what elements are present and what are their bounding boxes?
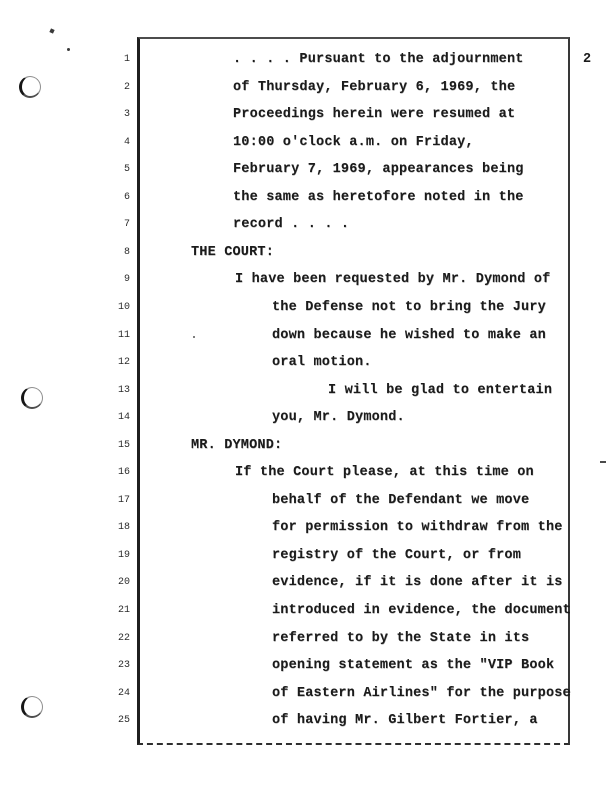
line-number: 15 (117, 439, 130, 451)
line-text: for permission to withdraw from the (272, 520, 563, 536)
transcript-line (0, 129, 612, 157)
line-text: THE COURT: (191, 244, 275, 260)
line-number: 14 (117, 412, 130, 424)
line-number: 23 (117, 660, 130, 672)
transcript-line (0, 625, 612, 653)
line-text: I have been requested by Mr. Dymond of (235, 272, 551, 288)
line-text: I will be glad to entertain (328, 382, 553, 398)
transcript-line (0, 211, 612, 239)
transcript-line (0, 239, 612, 267)
line-text: the same as heretofore noted in the (233, 189, 524, 205)
page-number: 2 (583, 52, 592, 67)
line-text: 10:00 o'clock a.m. on Friday, (233, 134, 474, 150)
line-number: 13 (117, 384, 130, 396)
line-number: 7 (123, 219, 130, 231)
transcript-line (0, 597, 612, 625)
line-number: 9 (123, 274, 130, 286)
transcript-line (0, 569, 612, 597)
line-number: 21 (117, 605, 130, 616)
transcript-line (0, 46, 612, 74)
line-text: record . . . . (233, 217, 350, 233)
transcript-line (0, 294, 612, 322)
line-number: 16 (117, 467, 130, 479)
line-text: . . . . Pursuant to the adjournment (233, 52, 524, 67)
line-text: of having Mr. Gilbert Fortier, a (272, 713, 538, 729)
line-text: behalf of the Defendant we move (272, 492, 530, 508)
transcript-line (0, 156, 612, 184)
transcript-line (0, 542, 612, 570)
line-number: 4 (123, 136, 130, 148)
line-text: of Eastern Airlines" for the purpose (272, 685, 571, 701)
transcript-line (0, 74, 612, 102)
line-number: 5 (123, 164, 130, 176)
line-text: you, Mr. Dymond. (272, 410, 405, 426)
line-text: down because he wished to make an (272, 327, 546, 343)
line-text: referred to by the State in its (272, 630, 530, 646)
line-text: opening statement as the "VIP Book (272, 658, 555, 674)
transcript-line (0, 652, 612, 680)
line-number: 18 (117, 522, 130, 534)
line-number: 8 (123, 246, 130, 258)
transcript-line (0, 487, 612, 515)
line-text: of Thursday, February 6, 1969, the (233, 79, 516, 95)
transcript-line (0, 349, 612, 377)
line-text: If the Court please, at this time on (235, 465, 534, 481)
line-text: Proceedings herein were resumed at (233, 107, 516, 123)
transcript-line (0, 404, 612, 432)
line-text: introduced in evidence, the document (272, 603, 571, 618)
line-text: February 7, 1969, appearances being (233, 162, 524, 178)
transcript-line (0, 514, 612, 542)
line-number: 25 (117, 715, 130, 727)
line-text: registry of the Court, or from (272, 547, 522, 563)
transcript-line (0, 266, 612, 294)
transcript-line (0, 377, 612, 405)
transcript-line (0, 707, 612, 735)
line-number: 19 (117, 549, 130, 561)
line-number: 12 (117, 357, 130, 369)
transcript-line (0, 322, 612, 350)
line-number: 20 (117, 577, 130, 589)
line-number: 11 (117, 329, 130, 341)
line-number: 24 (117, 687, 130, 699)
line-text: evidence, if it is done after it is (272, 575, 563, 591)
line-number: 1 (123, 54, 130, 65)
line-number: 6 (123, 191, 130, 203)
line-number: 2 (123, 81, 130, 93)
scan-speck (49, 28, 54, 33)
line-number: 3 (123, 109, 130, 121)
line-text: oral motion. (272, 355, 372, 371)
transcript-line (0, 101, 612, 129)
transcript-line (0, 680, 612, 708)
line-number: 10 (117, 301, 130, 313)
line-number: 22 (117, 632, 130, 644)
line-text: the Defense not to bring the Jury (272, 299, 546, 315)
transcript-line (0, 432, 612, 460)
transcript-line (0, 459, 612, 487)
transcript-line (0, 184, 612, 212)
line-number: 17 (117, 494, 130, 506)
line-text: MR. DYMOND: (191, 437, 283, 453)
